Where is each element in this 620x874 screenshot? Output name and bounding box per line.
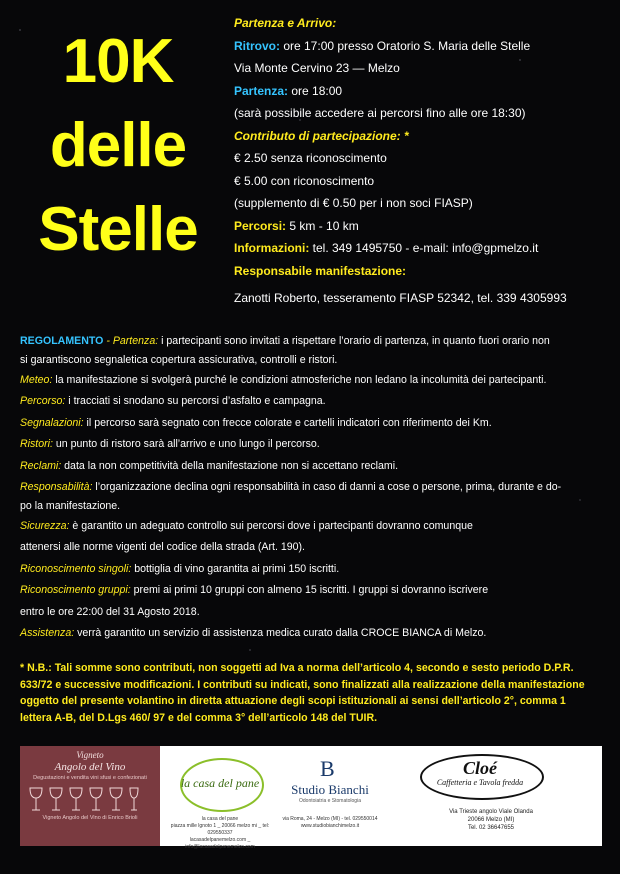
- ritrovo-text: ore 17:00 presso Oratorio S. Maria delle Stelle: [280, 38, 531, 53]
- studio-bianchi-address: via Roma, 24 - Melzo (MI) - tel. 029550014: [282, 816, 378, 822]
- sponsor-bar: [20, 746, 602, 850]
- wine-glasses-icon: [24, 786, 144, 814]
- sicurezza-rule-2: attenersi alle norme vigenti del codice della strada (Art. 190).: [20, 541, 306, 553]
- responsabilita-rule-1: l’organizzazione declina ogni responsabilità in caso di danni a cose o persone, prima, durante e do-: [92, 481, 562, 493]
- price-note: (supplemento di € 0.50 per i non soci FIASP): [234, 196, 473, 210]
- cloe-tagline: Caffetteria e Tavola fredda: [436, 778, 524, 787]
- ristori-key: Ristori:: [20, 438, 53, 450]
- vigneto-tagline: Degustazioni e vendita vini sfusi e confezionati: [33, 775, 147, 781]
- gruppi-rule-2: entro le ore 22:00 del 31 Agosto 2018.: [20, 605, 200, 618]
- regolamento-dash: -: [103, 335, 113, 347]
- note-line-2: 633/72 e successive modificazioni. I contributi su indicati, sono finalizzati alla realizzazione della manifestazione: [20, 678, 585, 691]
- studio-bianchi-web: www.studiobianchimelzo.it: [300, 823, 360, 829]
- percorsi-label: Percorsi:: [234, 218, 287, 233]
- title-line-2: delle: [49, 111, 187, 180]
- gruppi-key: Riconoscimento gruppi:: [20, 584, 131, 596]
- meteo-rule: la manifestazione si svolgerà purché le condizioni atmosferiche non ledano la incolumità dei partecipanti.: [52, 373, 547, 386]
- casa-del-pane-web: lacasadelpanemelzo.com _ info@lacasadelpanemelzo.com: [185, 837, 255, 850]
- singoli-rule: bottiglia di vino garantita ai primi 150 iscritti.: [131, 562, 340, 575]
- cloe-address: Via Trieste angolo Viale Olanda: [449, 809, 533, 815]
- fiscal-note: [20, 660, 605, 726]
- title-line-3: Stelle: [38, 195, 198, 264]
- address: Via Monte Cervino 23 — Melzo: [234, 61, 400, 75]
- contributo-label: Contributo di partecipazione: *: [234, 128, 409, 143]
- sponsor-casa-del-pane: [160, 746, 280, 850]
- price-2: € 5.00 con riconoscimento: [234, 173, 375, 188]
- singoli-key: Riconoscimento singoli:: [20, 562, 132, 575]
- studio-bianchi-name: Studio Bianchi: [291, 782, 369, 797]
- studio-bianchi-details: [280, 816, 380, 830]
- casa-del-pane-sub: la casa del pane: [201, 816, 239, 822]
- responsabile-label: Responsabile manifestazione:: [234, 263, 407, 278]
- informazioni-text: tel. 349 1495750 - e-mail: info@gpmelzo.it: [309, 241, 539, 255]
- responsabile-text: Zanotti Roberto, tesseramento FIASP 52342, tel. 339 4305993: [234, 291, 567, 305]
- partenza-key: Partenza:: [112, 335, 159, 347]
- sponsor-cloe: [380, 746, 602, 846]
- partenza-note: (sarà possibile accedere ai percorsi fino alle ore 18:30): [234, 106, 526, 120]
- ristori-rule: un punto di ristoro sarà all’arrivo e uno lungo il percorso.: [52, 438, 320, 450]
- responsabilita-rule-2: po la manifestazione.: [20, 499, 121, 512]
- price-1: € 2.50 senza riconoscimento: [234, 151, 387, 165]
- responsabilita-key: Responsabilità:: [20, 481, 93, 493]
- regolamento: [20, 331, 602, 645]
- sicurezza-key: Sicurezza:: [20, 519, 70, 532]
- sponsor-studio-bianchi: [280, 746, 380, 846]
- partenza-rule-2: si garantiscono segnaletica copertura assicurativa, controlli e ristori.: [20, 353, 338, 366]
- partenza-text: ore 18:00: [288, 83, 343, 98]
- cloe-name: Cloé: [463, 758, 497, 778]
- meteo-key: Meteo:: [20, 373, 53, 386]
- sponsor-vigneto: [20, 746, 160, 846]
- assistenza-rule: verrà garantito un servizio di assistenza medica curato dalla CROCE BIANCA di Melzo.: [74, 627, 487, 639]
- vigneto-caption: Vigneto Angolo del Vino di Enrico Brioli: [42, 815, 138, 821]
- studio-bianchi-logo: B: [320, 756, 335, 781]
- gruppi-rule-1: premi ai primi 10 gruppi con almeno 15 iscritti. I gruppi si dovranno iscrivere: [130, 584, 489, 596]
- cloe-city: 20066 Melzo (MI): [467, 817, 515, 823]
- casa-del-pane-address: piazza mille lgnoto 1 _ 20066 melzo mi _ tel: 029550337: [170, 823, 270, 836]
- studio-bianchi-sub: Odontoiatria e Stomatologia: [299, 798, 361, 804]
- title-line-1: 10K: [62, 27, 174, 96]
- sicurezza-rule-1: è garantito un adeguato controllo sui percorsi dove i partecipanti dovranno comunque: [69, 519, 473, 532]
- vigneto-name-1: Vigneto: [76, 750, 104, 760]
- segnalazioni-key: Segnalazioni:: [20, 416, 84, 429]
- partenza-rule-1: i partecipanti sono invitati a rispettare l’orario di partenza, in quanto fuori orario non: [158, 335, 550, 347]
- ritrovo-label: Ritrovo:: [234, 38, 280, 53]
- casa-del-pane-details: [160, 816, 280, 851]
- percorsi-text: 5 km - 10 km: [286, 218, 359, 233]
- info-heading: Partenza e Arrivo:: [234, 16, 337, 30]
- note-line-1: * N.B.: Tali somme sono contributi, non soggetti ad Iva a norma dell’articolo 4, secondo e sesto periodo D.P.R.: [20, 662, 574, 674]
- regolamento-label: REGOLAMENTO: [20, 335, 104, 347]
- percorso-rule: i tracciati si snodano su percorsi d’asfalto e campagna.: [65, 395, 326, 407]
- percorso-key: Percorso:: [20, 395, 66, 407]
- reclami-rule: data la non competitività della manifestazione non si accettano reclami.: [61, 459, 399, 472]
- reclami-key: Reclami:: [20, 459, 62, 472]
- vigneto-name-2: Angolo del Vino: [54, 761, 126, 773]
- segnalazioni-rule: il percorso sarà segnato con frecce colorate e cartelli indicatori con riferimento dei Km.: [83, 416, 492, 429]
- informazioni-label: Informazioni:: [234, 241, 310, 255]
- note-line-4: lettera A-B, del D.Lgs 460/ 97 e del comma 3° dell’articolo 148 del TUIR.: [20, 711, 378, 724]
- event-info: [234, 12, 614, 310]
- partenza-label: Partenza:: [234, 83, 289, 98]
- event-title: [18, 20, 218, 272]
- note-line-3: oggetto del presente volantino in diretta attuazione degli scopi istituzionali ai sensi dell’articolo 2°, comma 1: [20, 695, 566, 707]
- cloe-details: [380, 808, 602, 832]
- assistenza-key: Assistenza:: [20, 627, 75, 639]
- cloe-tel: Tel. 02 36647655: [467, 825, 515, 831]
- casa-del-pane-name: la casa del pane: [180, 776, 260, 790]
